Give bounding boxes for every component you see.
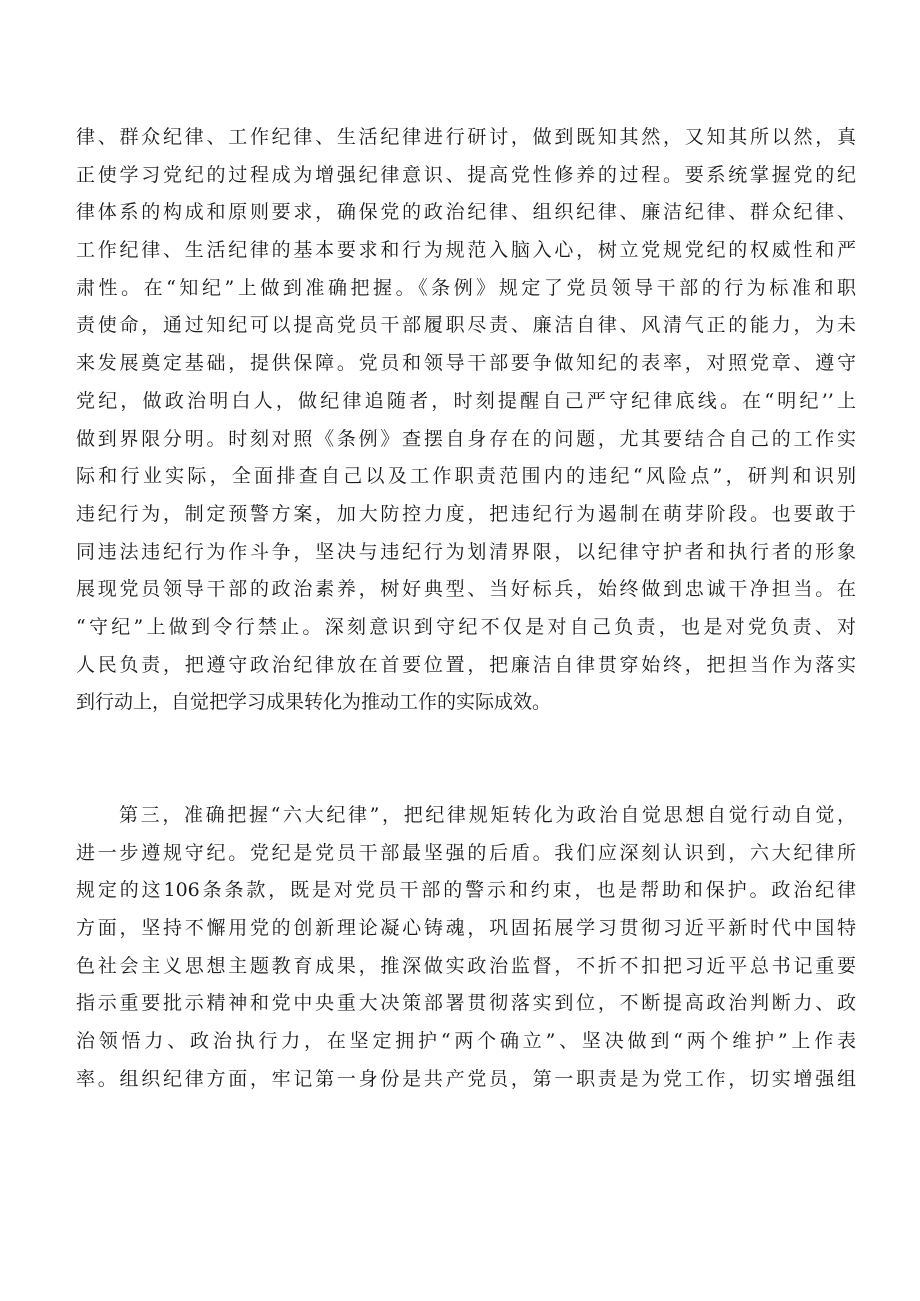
paragraph-six-disciplines [76, 797, 856, 1099]
text-line: 率。组织纪律方面，牢记第一身份是共产党员，第一职责是为党工作，切实增强组 [76, 1067, 856, 1090]
text-line: 规定的这106条条款，既是对党员干部的警示和约束，也是帮助和保护。政治纪律 [76, 879, 856, 902]
text-line: 违纪行为，制定预警方案，加大防控力度，把违纪行为遏制在萌芽阶段。也要敢于 [76, 502, 856, 525]
text-line: 际和行业实际，全面排查自己以及工作职责范围内的违纪“风险点”，研判和识别 [76, 465, 856, 488]
text-line: 律体系的构成和原则要求，确保党的政治纪律、组织纪律、廉洁纪律、群众纪律、 [76, 201, 856, 224]
text-line: 做到界限分明。时刻对照《条例》查摆自身存在的问题，尤其要结合自己的工作实 [76, 427, 856, 450]
text-line: 肃性。在“知纪”上做到准确把握。《条例》规定了党员领导干部的行为标准和职 [76, 276, 856, 299]
text-line: 进一步遵规守纪。党纪是党员干部最坚强的后盾。我们应深刻认识到，六大纪律所 [76, 841, 856, 864]
text-line: 人民负责，把遵守政治纪律放在首要位置，把廉洁自律贯穿始终，把担当作为落实 [76, 653, 856, 676]
text-line: 工作纪律、生活纪律的基本要求和行为规范入脑入心，树立党规党纪的权威性和严 [76, 239, 856, 262]
text-line: 正使学习党纪的过程成为增强纪律意识、提高党性修养的过程。要系统掌握党的纪 [76, 163, 856, 186]
text-line: 党纪，做政治明白人，做纪律追随者，时刻提醒自己严守纪律底线。在“明纪’’上 [76, 389, 856, 412]
text-line: 色社会主义思想主题教育成果，推深做实政治监督，不折不扣把习近平总书记重要 [76, 954, 856, 977]
text-line: “守纪”上做到令行禁止。深刻意识到守纪不仅是对自己负责，也是对党负责、对 [76, 615, 856, 638]
text-line: 来发展奠定基础，提供保障。党员和领导干部要争做知纪的表率，对照党章、遵守 [76, 352, 856, 375]
text-line: 律、群众纪律、工作纪律、生活纪律进行研讨，做到既知其然，又知其所以然，真 [76, 126, 856, 148]
text-line: 指示重要批示精神和党中央重大决策部署贯彻落实到位，不断提高政治判断力、政 [76, 992, 856, 1015]
text-line: 方面，坚持不懈用党的创新理论凝心铸魂，巩固拓展学习贯彻习近平新时代中国特 [76, 917, 856, 940]
text-line: 同违法违纪行为作斗争，坚决与违纪行为划清界限，以纪律守护者和执行者的形象 [76, 540, 856, 563]
text-line: 第三，准确把握“六大纪律”，把纪律规矩转化为政治自觉思想自觉行动自觉， [119, 804, 856, 826]
text-line: 到行动上，自觉把学习成果转化为推动工作的实际成效。 [76, 691, 552, 714]
text-line: 展现党员领导干部的政治素养，树好典型、当好标兵，始终做到忠诚干净担当。在 [76, 578, 856, 601]
text-line: 治领悟力、政治执行力，在坚定拥护“两个确立”、坚决做到“两个维护”上作表 [76, 1030, 856, 1053]
paragraph-discipline-study [76, 119, 856, 722]
text-line: 责使命，通过知纪可以提高党员干部履职尽责、廉洁自律、风清气正的能力，为未 [76, 314, 856, 337]
